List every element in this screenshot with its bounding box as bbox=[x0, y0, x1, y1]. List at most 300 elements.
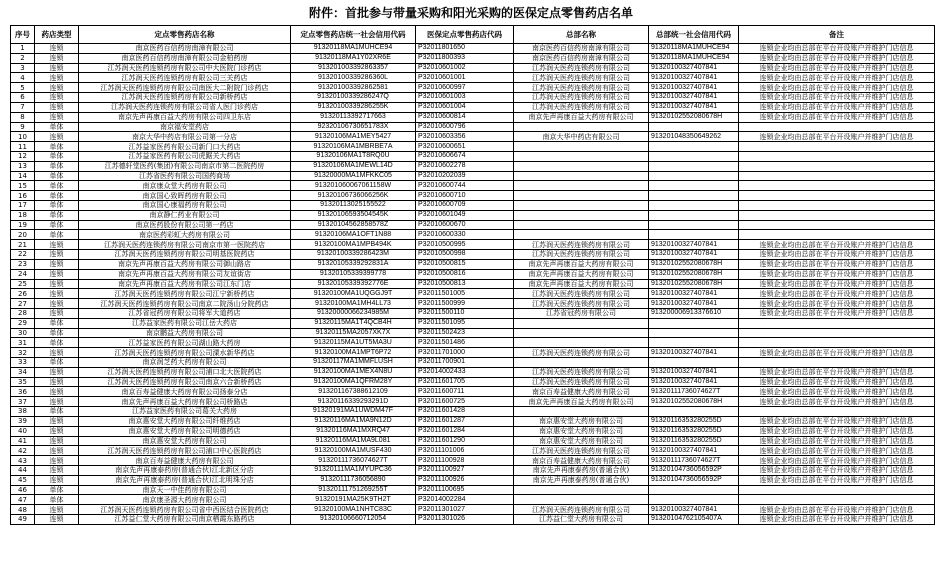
store-type-cell: 连锁 bbox=[35, 93, 79, 103]
row-number-cell: 6 bbox=[11, 93, 35, 103]
headquarters-credit-code-cell: 91320102552080678H bbox=[649, 259, 739, 269]
store-type-cell: 单体 bbox=[35, 318, 79, 328]
store-type-cell: 连锁 bbox=[35, 132, 79, 142]
table-row bbox=[11, 191, 935, 201]
headquarters-credit-code-cell bbox=[649, 407, 739, 417]
store-type-cell: 单体 bbox=[35, 220, 79, 230]
headquarters-credit-code-cell bbox=[649, 161, 739, 171]
headquarters-credit-code-cell bbox=[649, 122, 739, 132]
headquarters-name-cell bbox=[514, 122, 649, 132]
table-row bbox=[11, 446, 935, 456]
row-number-cell: 18 bbox=[11, 210, 35, 220]
headquarters-name-cell: 南京先声再康百益大药房有限公司 bbox=[514, 397, 649, 407]
row-number-cell: 1 bbox=[11, 44, 35, 54]
store-medical-code-cell: P32010601002 bbox=[416, 63, 514, 73]
store-name-cell: 南京先声再康百益大药房有限公司四卫东店 bbox=[79, 112, 291, 122]
store-credit-code-cell: 91320116MA1MXRQ47 bbox=[291, 426, 416, 436]
remark-cell: 连锁企业均由总部在平台开设账户并维护门店信息 bbox=[739, 436, 935, 446]
store-name-cell: 南京先声再康百益大药房有限公司江东门店 bbox=[79, 279, 291, 289]
table-row bbox=[11, 279, 935, 289]
headquarters-name-cell bbox=[514, 151, 649, 161]
table-row bbox=[11, 122, 935, 132]
headquarters-name-cell: 南京先声再康百益大药房有限公司 bbox=[514, 279, 649, 289]
store-name-cell: 江苏润天医药连锁药房有限公司江宁新桥药店 bbox=[79, 289, 291, 299]
headquarters-credit-code-cell: 913201048350649262 bbox=[649, 132, 739, 142]
store-credit-code-cell: 91320115MA1T4QCB4H bbox=[291, 318, 416, 328]
headquarters-name-cell bbox=[514, 201, 649, 211]
headquarters-name-cell bbox=[514, 318, 649, 328]
row-number-cell: 21 bbox=[11, 240, 35, 250]
store-credit-code-cell: 91320106MA1MBRBE7A bbox=[291, 142, 416, 152]
headquarters-name-cell: 南京医药百信药房南漳有限公司 bbox=[514, 53, 649, 63]
store-credit-code-cell: 91320191MA25K9TH2T bbox=[291, 495, 416, 505]
headquarters-name-cell bbox=[514, 210, 649, 220]
document-title: 附件：首批参与带量采购和阳光采购的医保定点零售药店名单 bbox=[308, 6, 633, 20]
remark-cell: 连锁企业均由总部在平台开设账户并维护门店信息 bbox=[739, 299, 935, 309]
remark-cell: 连锁企业均由总部在平台开设账户并维护门店信息 bbox=[739, 53, 935, 63]
store-name-cell: 南京惠安堂大药房有限公司 bbox=[79, 436, 291, 446]
store-medical-code-cell: P32011601705 bbox=[416, 377, 514, 387]
row-number-cell: 28 bbox=[11, 308, 35, 318]
headquarters-credit-code-cell bbox=[649, 181, 739, 191]
store-medical-code-cell: P32011100928 bbox=[416, 456, 514, 466]
table-row bbox=[11, 358, 935, 368]
store-name-cell: 江苏润天医药连锁药房有限公司中大医院门诊药店 bbox=[79, 63, 291, 73]
store-credit-code-cell: 91320106MA1MEWL14D bbox=[291, 161, 416, 171]
store-medical-code-cell: P32010600710 bbox=[416, 191, 514, 201]
headquarters-credit-code-cell: 91320100327407841 bbox=[649, 446, 739, 456]
row-number-cell: 36 bbox=[11, 387, 35, 397]
store-medical-code-cell: P32011801650 bbox=[416, 44, 514, 54]
column-header: 药店类型 bbox=[35, 26, 79, 44]
table-row bbox=[11, 387, 935, 397]
store-name-cell: 南京鹏益大药房有限公司 bbox=[79, 328, 291, 338]
row-number-cell: 49 bbox=[11, 515, 35, 525]
row-number-cell: 4 bbox=[11, 73, 35, 83]
headquarters-name-cell: 江苏润天医药连锁药房有限公司 bbox=[514, 63, 649, 73]
table-row bbox=[11, 63, 935, 73]
store-credit-code-cell: 913201003392863357 bbox=[291, 63, 416, 73]
headquarters-credit-code-cell: 91320102552080678H bbox=[649, 279, 739, 289]
store-type-cell: 单体 bbox=[35, 338, 79, 348]
remark-cell: 连锁企业均由总部在平台开设账户并维护门店信息 bbox=[739, 73, 935, 83]
table-row bbox=[11, 83, 935, 93]
store-credit-code-cell: 91320105339399778 bbox=[291, 269, 416, 279]
table-row bbox=[11, 475, 935, 485]
store-credit-code-cell: 91320100MA1QFRM28Y bbox=[291, 377, 416, 387]
headquarters-name-cell: 江苏润天医药连锁药房有限公司 bbox=[514, 367, 649, 377]
store-credit-code-cell: 91320106MA1T8RQ0U bbox=[291, 151, 416, 161]
table-row bbox=[11, 397, 935, 407]
store-credit-code-cell: 91320000MA1MFKKC05 bbox=[291, 171, 416, 181]
headquarters-name-cell: 江苏润天医药连锁药房有限公司 bbox=[514, 505, 649, 515]
store-credit-code-cell: 91320100MA1NHTC83C bbox=[291, 505, 416, 515]
headquarters-name-cell: 江苏润天医药连锁药房有限公司 bbox=[514, 250, 649, 260]
store-credit-code-cell: 91320113392717663 bbox=[291, 112, 416, 122]
remark-cell: 连锁企业均由总部在平台开设账户并维护门店信息 bbox=[739, 83, 935, 93]
store-credit-code-cell: 913201003392862581 bbox=[291, 83, 416, 93]
store-type-cell: 连锁 bbox=[35, 44, 79, 54]
store-credit-code-cell: 91320100MA1MPT6P72 bbox=[291, 348, 416, 358]
store-medical-code-cell: P32011100695 bbox=[416, 485, 514, 495]
store-type-cell: 单体 bbox=[35, 230, 79, 240]
store-medical-code-cell: P32010600330 bbox=[416, 230, 514, 240]
store-medical-code-cell: P32010606674 bbox=[416, 151, 514, 161]
store-credit-code-cell: 91320100MA1MEX4N8U bbox=[291, 367, 416, 377]
headquarters-credit-code-cell: 91320116353280255D bbox=[649, 436, 739, 446]
row-number-cell: 26 bbox=[11, 289, 35, 299]
remark-cell: 连锁企业均由总部在平台开设账户并维护门店信息 bbox=[739, 279, 935, 289]
store-credit-code-cell: 91320100MA1UQGGJ9T bbox=[291, 289, 416, 299]
headquarters-name-cell: 南京先声再康百益大药房有限公司 bbox=[514, 259, 649, 269]
row-number-cell: 33 bbox=[11, 358, 35, 368]
store-type-cell: 连锁 bbox=[35, 426, 79, 436]
store-medical-code-cell: P32010500998 bbox=[416, 250, 514, 260]
headquarters-name-cell: 南京先声再康泰药房(普通合伙) bbox=[514, 465, 649, 475]
headquarters-name-cell: 南京惠安堂大药房有限公司 bbox=[514, 426, 649, 436]
headquarters-name-cell: 江苏省冠药房有限公司 bbox=[514, 308, 649, 318]
store-credit-code-cell: 91320116MA1MA9N12D bbox=[291, 416, 416, 426]
store-name-cell: 南京先声再康泰药房(普通合伙)江北新区分店 bbox=[79, 465, 291, 475]
table-row bbox=[11, 151, 935, 161]
headquarters-name-cell bbox=[514, 220, 649, 230]
table-row bbox=[11, 289, 935, 299]
headquarters-name-cell bbox=[514, 407, 649, 417]
row-number-cell: 31 bbox=[11, 338, 35, 348]
headquarters-name-cell: 江苏润天医药连锁药房有限公司 bbox=[514, 93, 649, 103]
store-type-cell: 连锁 bbox=[35, 102, 79, 112]
table-row bbox=[11, 348, 935, 358]
store-type-cell: 单体 bbox=[35, 407, 79, 417]
headquarters-credit-code-cell: 91320104736056592P bbox=[649, 475, 739, 485]
store-name-cell: 江苏益家医药有限公司江岳大药店 bbox=[79, 318, 291, 328]
store-name-cell: 南京天一中佳药房有限公司 bbox=[79, 485, 291, 495]
store-name-cell: 南京医药股份有限公司第一药店 bbox=[79, 220, 291, 230]
store-type-cell: 连锁 bbox=[35, 367, 79, 377]
table-row bbox=[11, 407, 935, 417]
remark-cell: 连锁企业均由总部在平台开设账户并维护门店信息 bbox=[739, 240, 935, 250]
store-type-cell: 单体 bbox=[35, 122, 79, 132]
row-number-cell: 35 bbox=[11, 377, 35, 387]
headquarters-credit-code-cell bbox=[649, 171, 739, 181]
table-row bbox=[11, 53, 935, 63]
store-type-cell: 单体 bbox=[35, 181, 79, 191]
row-number-cell: 5 bbox=[11, 83, 35, 93]
remark-cell: 连锁企业均由总部在平台开设账户并维护门店信息 bbox=[739, 93, 935, 103]
store-name-cell: 南京百寿益健康大药房有限公司 bbox=[79, 456, 291, 466]
remark-cell bbox=[739, 338, 935, 348]
headquarters-credit-code-cell: 91320102552080678H bbox=[649, 269, 739, 279]
table-row bbox=[11, 259, 935, 269]
headquarters-credit-code-cell bbox=[649, 318, 739, 328]
headquarters-credit-code-cell: 91320100327407841 bbox=[649, 93, 739, 103]
store-name-cell: 江苏润天医药连锁药房有限公司浦口中心医院药店 bbox=[79, 446, 291, 456]
headquarters-credit-code-cell bbox=[649, 201, 739, 211]
row-number-cell: 34 bbox=[11, 367, 35, 377]
row-number-cell: 46 bbox=[11, 485, 35, 495]
row-number-cell: 39 bbox=[11, 416, 35, 426]
headquarters-name-cell: 南京百寿益健康大药房有限公司 bbox=[514, 456, 649, 466]
row-number-cell: 37 bbox=[11, 397, 35, 407]
row-number-cell: 7 bbox=[11, 102, 35, 112]
store-credit-code-cell: 91320111736074627T bbox=[291, 456, 416, 466]
store-name-cell: 江苏益家医药有限公司虎踞关大药店 bbox=[79, 151, 291, 161]
store-name-cell: 南京静仁药业有限公司 bbox=[79, 210, 291, 220]
headquarters-name-cell: 南京百寿益健康大药房有限公司 bbox=[514, 387, 649, 397]
store-credit-code-cell: 91320106593504545K bbox=[291, 210, 416, 220]
store-medical-code-cell: P32010601004 bbox=[416, 102, 514, 112]
store-credit-code-cell: 913201167388612109 bbox=[291, 387, 416, 397]
remark-cell bbox=[739, 171, 935, 181]
store-medical-code-cell: P32010600796 bbox=[416, 122, 514, 132]
store-medical-code-cell: P32010202039 bbox=[416, 171, 514, 181]
store-type-cell: 连锁 bbox=[35, 308, 79, 318]
store-type-cell: 连锁 bbox=[35, 397, 79, 407]
store-type-cell: 连锁 bbox=[35, 446, 79, 456]
store-medical-code-cell: P32011600725 bbox=[416, 397, 514, 407]
store-credit-code-cell: 91320100339286247Q bbox=[291, 93, 416, 103]
row-number-cell: 11 bbox=[11, 142, 35, 152]
remark-cell: 连锁企业均由总部在平台开设账户并维护门店信息 bbox=[739, 348, 935, 358]
remark-cell bbox=[739, 122, 935, 132]
headquarters-name-cell: 江苏润天医药连锁药房有限公司 bbox=[514, 83, 649, 93]
headquarters-credit-code-cell bbox=[649, 151, 739, 161]
store-type-cell: 连锁 bbox=[35, 269, 79, 279]
store-type-cell: 连锁 bbox=[35, 465, 79, 475]
store-medical-code-cell: P32011500110 bbox=[416, 308, 514, 318]
store-name-cell: 南京医药百信药房南漳有限公司金柏药房 bbox=[79, 53, 291, 63]
table-row bbox=[11, 210, 935, 220]
store-type-cell: 连锁 bbox=[35, 289, 79, 299]
row-number-cell: 41 bbox=[11, 436, 35, 446]
store-credit-code-cell: 91320105339292831A bbox=[291, 259, 416, 269]
remark-cell: 连锁企业均由总部在平台开设账户并维护门店信息 bbox=[739, 465, 935, 475]
headquarters-name-cell bbox=[514, 181, 649, 191]
store-type-cell: 连锁 bbox=[35, 416, 79, 426]
remark-cell bbox=[739, 407, 935, 417]
store-credit-code-cell: 91320115MA1UT5MA3U bbox=[291, 338, 416, 348]
store-medical-code-cell: P32010601001 bbox=[416, 73, 514, 83]
row-number-cell: 22 bbox=[11, 250, 35, 260]
store-medical-code-cell: P32010600651 bbox=[416, 142, 514, 152]
row-number-cell: 15 bbox=[11, 181, 35, 191]
row-number-cell: 29 bbox=[11, 318, 35, 328]
table-row bbox=[11, 495, 935, 505]
store-type-cell: 连锁 bbox=[35, 73, 79, 83]
store-type-cell: 单体 bbox=[35, 328, 79, 338]
store-medical-code-cell: P32010600997 bbox=[416, 83, 514, 93]
headquarters-credit-code-cell bbox=[649, 358, 739, 368]
row-number-cell: 13 bbox=[11, 161, 35, 171]
store-credit-code-cell: 91320100MA1MH4LL73 bbox=[291, 299, 416, 309]
headquarters-name-cell: 南京先声再康百益大药房有限公司 bbox=[514, 112, 649, 122]
store-credit-code-cell: 91320105339392776E bbox=[291, 279, 416, 289]
store-medical-code-cell: P32010600670 bbox=[416, 220, 514, 230]
store-type-cell: 连锁 bbox=[35, 456, 79, 466]
store-name-cell: 南京先声再康泰药房(普通合伙)江北明珠分店 bbox=[79, 475, 291, 485]
store-credit-code-cell: 91320118MA1Y02XR6E bbox=[291, 53, 416, 63]
remark-cell: 连锁企业均由总部在平台开设账户并维护门店信息 bbox=[739, 456, 935, 466]
remark-cell bbox=[739, 191, 935, 201]
row-number-cell: 14 bbox=[11, 171, 35, 181]
store-medical-code-cell: P32010500815 bbox=[416, 259, 514, 269]
table-row bbox=[11, 308, 935, 318]
store-name-cell: 江苏益家医药有限公司湖山路大药房 bbox=[79, 338, 291, 348]
headquarters-credit-code-cell bbox=[649, 220, 739, 230]
row-number-cell: 42 bbox=[11, 446, 35, 456]
headquarters-credit-code-cell: 91320118MA1MUHCE94 bbox=[649, 53, 739, 63]
store-medical-code-cell: P32011600711 bbox=[416, 387, 514, 397]
headquarters-name-cell bbox=[514, 485, 649, 495]
store-name-cell: 江苏省冠药房有限公司将军大道药店 bbox=[79, 308, 291, 318]
store-name-cell: 江苏润天医药连锁药房有限公司明基医院药店 bbox=[79, 250, 291, 260]
headquarters-name-cell: 南京大华中药店有限公司 bbox=[514, 132, 649, 142]
store-credit-code-cell: 91320111736056890 bbox=[291, 475, 416, 485]
headquarters-credit-code-cell bbox=[649, 338, 739, 348]
remark-cell: 连锁企业均由总部在平台开设账户并维护门店信息 bbox=[739, 308, 935, 318]
store-type-cell: 连锁 bbox=[35, 250, 79, 260]
headquarters-credit-code-cell: 91320116353280255D bbox=[649, 416, 739, 426]
headquarters-name-cell bbox=[514, 171, 649, 181]
store-medical-code-cell: P32011501095 bbox=[416, 318, 514, 328]
store-name-cell: 江苏润天医药连锁药房有限公司南医大二附院门诊药店 bbox=[79, 83, 291, 93]
store-type-cell: 连锁 bbox=[35, 515, 79, 525]
remark-cell bbox=[739, 318, 935, 328]
store-type-cell: 连锁 bbox=[35, 377, 79, 387]
row-number-cell: 19 bbox=[11, 220, 35, 230]
store-medical-code-cell: P32014002284 bbox=[416, 495, 514, 505]
store-medical-code-cell: P32010600709 bbox=[416, 201, 514, 211]
store-type-cell: 连锁 bbox=[35, 436, 79, 446]
headquarters-name-cell bbox=[514, 161, 649, 171]
remark-cell: 连锁企业均由总部在平台开设账户并维护门店信息 bbox=[739, 416, 935, 426]
store-type-cell: 单体 bbox=[35, 161, 79, 171]
row-number-cell: 20 bbox=[11, 230, 35, 240]
remark-cell bbox=[739, 151, 935, 161]
store-type-cell: 连锁 bbox=[35, 279, 79, 289]
headquarters-name-cell bbox=[514, 338, 649, 348]
headquarters-credit-code-cell: 91320104736056592P bbox=[649, 465, 739, 475]
store-type-cell: 连锁 bbox=[35, 259, 79, 269]
remark-cell: 连锁企业均由总部在平台开设账户并维护门店信息 bbox=[739, 426, 935, 436]
store-medical-code-cell: P32011601290 bbox=[416, 436, 514, 446]
store-credit-code-cell: 91320118MA1MUHCE94 bbox=[291, 44, 416, 54]
store-type-cell: 连锁 bbox=[35, 83, 79, 93]
column-header: 医保定点零售药店代码 bbox=[416, 26, 514, 44]
table-row bbox=[11, 299, 935, 309]
remark-cell bbox=[739, 181, 935, 191]
remark-cell: 连锁企业均由总部在平台开设账户并维护门店信息 bbox=[739, 63, 935, 73]
store-name-cell: 南京国心康福药房有限公司 bbox=[79, 201, 291, 211]
headquarters-name-cell bbox=[514, 142, 649, 152]
store-medical-code-cell: P32011700901 bbox=[416, 358, 514, 368]
store-credit-code-cell: 91320115MA2057XK7X bbox=[291, 328, 416, 338]
headquarters-credit-code-cell: 91320102552080678H bbox=[649, 112, 739, 122]
store-medical-code-cell: P32011301027 bbox=[416, 505, 514, 515]
headquarters-credit-code-cell bbox=[649, 191, 739, 201]
table-row bbox=[11, 112, 935, 122]
row-number-cell: 45 bbox=[11, 475, 35, 485]
row-number-cell: 3 bbox=[11, 63, 35, 73]
store-credit-code-cell: 92320106730651783X bbox=[291, 122, 416, 132]
headquarters-name-cell: 江苏润天医药连锁药房有限公司 bbox=[514, 240, 649, 250]
headquarters-credit-code-cell: 91320116353280255D bbox=[649, 426, 739, 436]
table-row bbox=[11, 230, 935, 240]
table-row bbox=[11, 44, 935, 54]
remark-cell: 连锁企业均由总部在平台开设账户并维护门店信息 bbox=[739, 387, 935, 397]
store-name-cell: 江苏润天医药连锁药房有限公司省中西医结合医院药店 bbox=[79, 505, 291, 515]
table-row bbox=[11, 142, 935, 152]
table-row bbox=[11, 73, 935, 83]
store-type-cell: 连锁 bbox=[35, 53, 79, 63]
column-header: 序号 bbox=[11, 26, 35, 44]
headquarters-name-cell: 南京先声再康百益大药房有限公司 bbox=[514, 269, 649, 279]
store-name-cell: 江苏润天医药连锁药房有限公司南京六合新桥药店 bbox=[79, 377, 291, 387]
headquarters-name-cell: 江苏益仁堂大药房有限公司 bbox=[514, 515, 649, 525]
row-number-cell: 40 bbox=[11, 426, 35, 436]
store-credit-code-cell: 91320104562858578Z bbox=[291, 220, 416, 230]
store-name-cell: 江苏润天医药连锁药房有限公司省人医门诊药店 bbox=[79, 102, 291, 112]
store-medical-code-cell: P32011601287 bbox=[416, 416, 514, 426]
store-name-cell: 江苏润天医药连锁药房有限公司浦口北大医院药店 bbox=[79, 367, 291, 377]
store-type-cell: 连锁 bbox=[35, 299, 79, 309]
store-name-cell: 南京医药百信药房南漳有限公司 bbox=[79, 44, 291, 54]
table-row bbox=[11, 515, 935, 525]
store-medical-code-cell: P32011601428 bbox=[416, 407, 514, 417]
store-name-cell: 南京医药彩虹大药房有限公司 bbox=[79, 230, 291, 240]
headquarters-credit-code-cell bbox=[649, 485, 739, 495]
store-credit-code-cell: 91320100MA1MUSF430 bbox=[291, 446, 416, 456]
store-credit-code-cell: 913201060067061158W bbox=[291, 181, 416, 191]
store-credit-code-cell: 91320106MA1OFT1N88 bbox=[291, 230, 416, 240]
table-row bbox=[11, 318, 935, 328]
store-medical-code-cell: P32011101006 bbox=[416, 446, 514, 456]
store-type-cell: 连锁 bbox=[35, 475, 79, 485]
store-credit-code-cell: 91320116MA1MA9L081 bbox=[291, 436, 416, 446]
table-row bbox=[11, 269, 935, 279]
headquarters-credit-code-cell: 91320100327407841 bbox=[649, 102, 739, 112]
remark-cell: 连锁企业均由总部在平台开设账户并维护门店信息 bbox=[739, 259, 935, 269]
store-medical-code-cell: P32010602278 bbox=[416, 161, 514, 171]
store-credit-code-cell: 91320100339286255K bbox=[291, 102, 416, 112]
store-medical-code-cell: P32014002433 bbox=[416, 367, 514, 377]
table-row bbox=[11, 220, 935, 230]
headquarters-name-cell bbox=[514, 328, 649, 338]
store-medical-code-cell: P32010601049 bbox=[416, 210, 514, 220]
table-row bbox=[11, 161, 935, 171]
store-medical-code-cell: P32011501005 bbox=[416, 289, 514, 299]
headquarters-name-cell bbox=[514, 191, 649, 201]
remark-cell: 连锁企业均由总部在平台开设账户并维护门店信息 bbox=[739, 515, 935, 525]
table-row bbox=[11, 465, 935, 475]
row-number-cell: 2 bbox=[11, 53, 35, 63]
headquarters-credit-code-cell: 91320111736074627T bbox=[649, 387, 739, 397]
remark-cell bbox=[739, 495, 935, 505]
table-row bbox=[11, 181, 935, 191]
store-name-cell: 南京惠安堂大药房有限公司纤维药店 bbox=[79, 416, 291, 426]
store-credit-code-cell: 91320116339293291D bbox=[291, 397, 416, 407]
store-credit-code-cell: 91320100339286423M bbox=[291, 250, 416, 260]
headquarters-credit-code-cell bbox=[649, 230, 739, 240]
remark-cell bbox=[739, 485, 935, 495]
headquarters-credit-code-cell: 91320104762105407A bbox=[649, 515, 739, 525]
pharmacy-list-table bbox=[10, 25, 935, 525]
store-credit-code-cell: 91320106736066256K bbox=[291, 191, 416, 201]
store-name-cell: 江苏润天医药连锁药房有限公司溧水新华药店 bbox=[79, 348, 291, 358]
headquarters-name-cell: 南京惠安堂大药房有限公司 bbox=[514, 436, 649, 446]
headquarters-name-cell: 江苏润天医药连锁药房有限公司 bbox=[514, 73, 649, 83]
headquarters-credit-code-cell: 91320100327407841 bbox=[649, 63, 739, 73]
